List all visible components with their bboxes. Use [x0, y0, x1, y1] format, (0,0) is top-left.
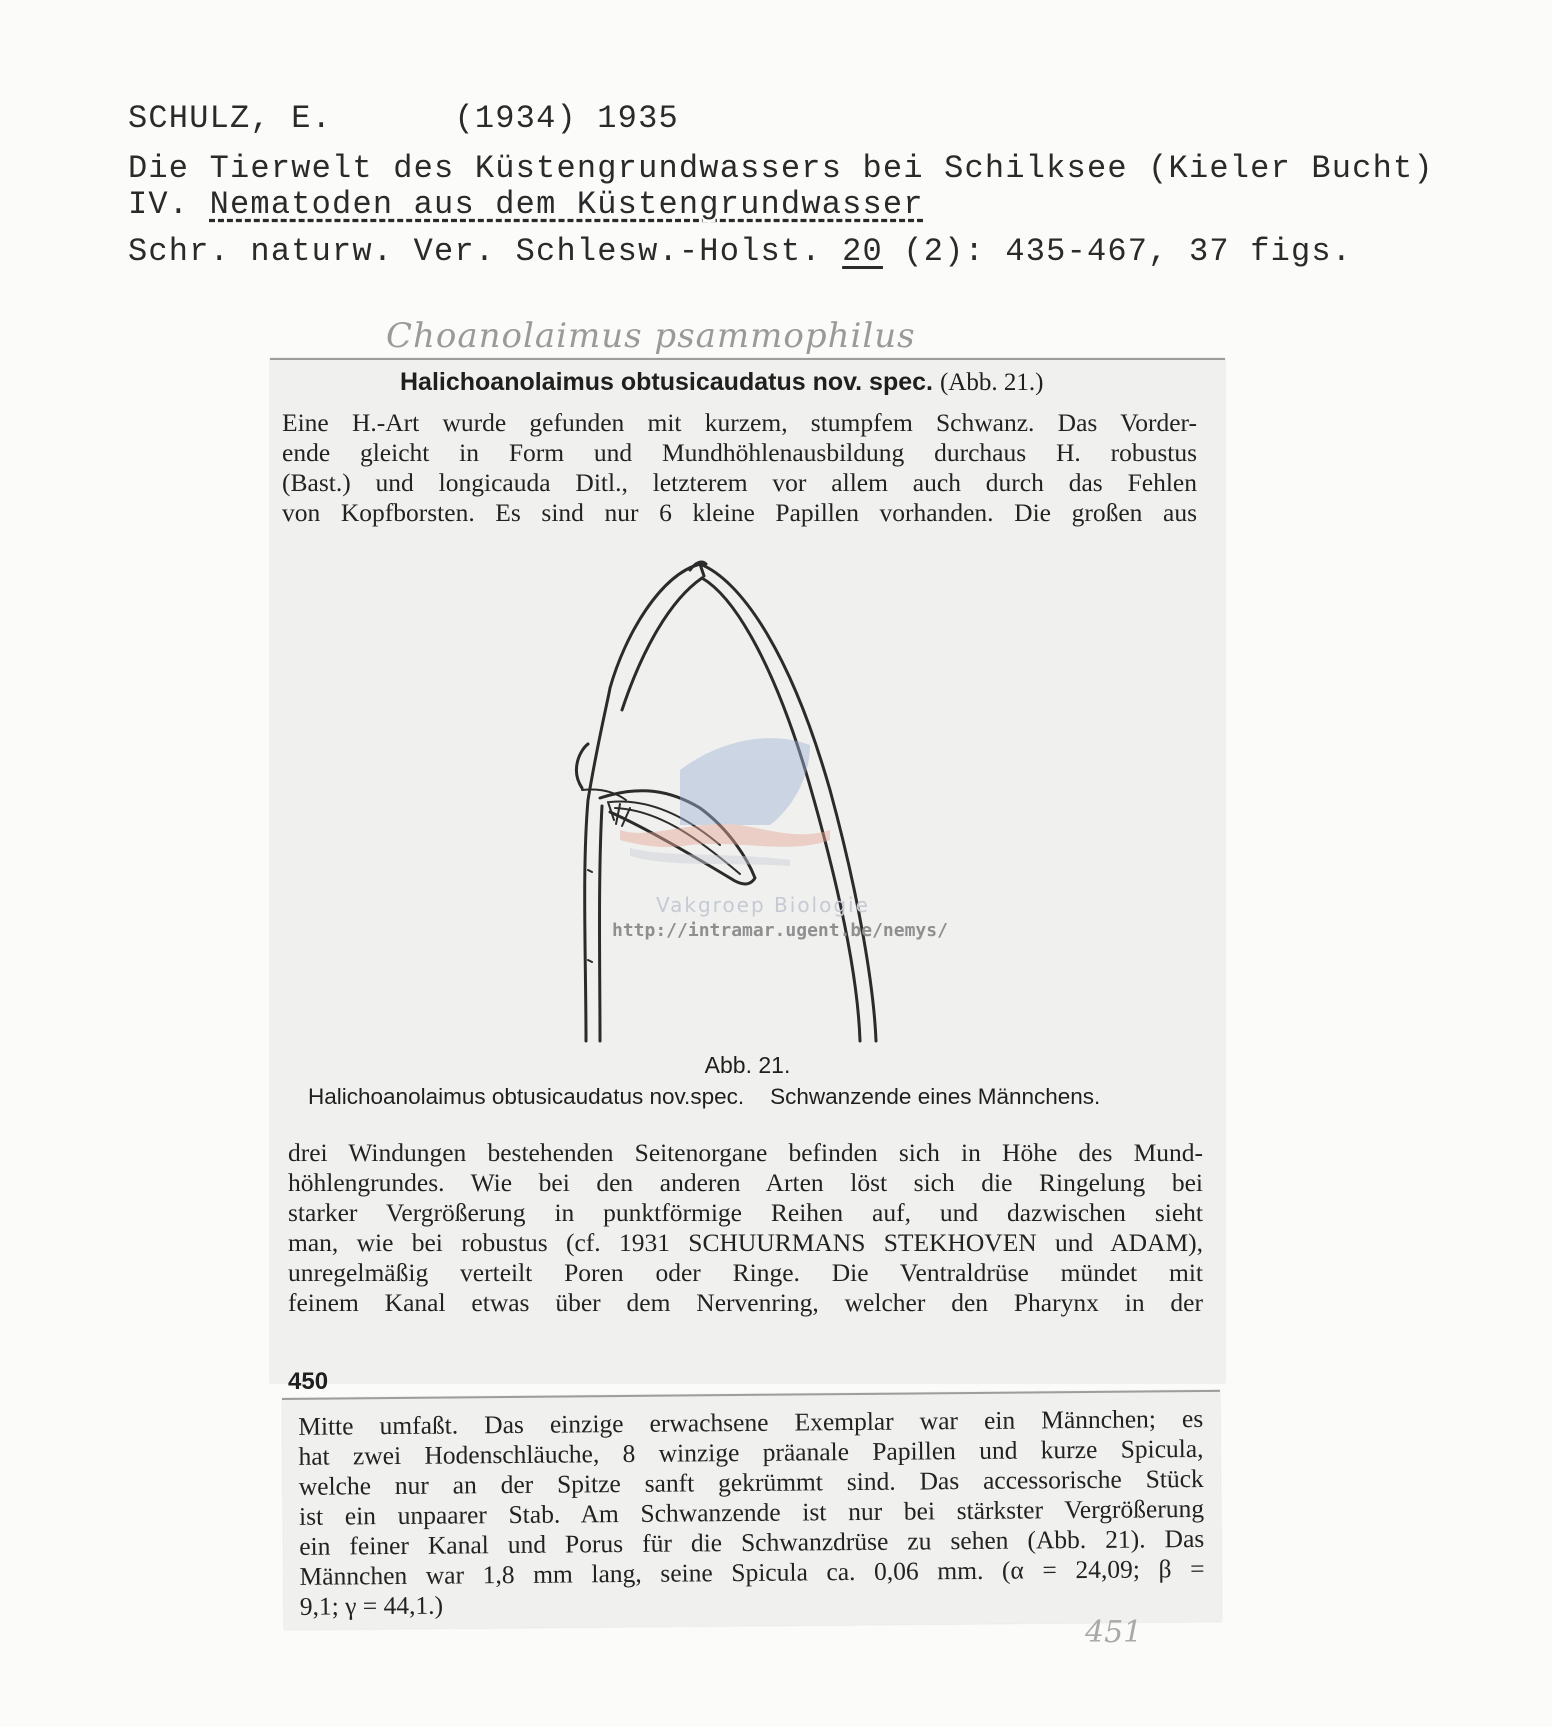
- species-heading-figure-ref: (Abb. 21.): [939, 369, 1044, 396]
- citation-volume: 20: [842, 233, 883, 270]
- paragraph-line: ende gleicht in Form und Mundhöhlenausbildung durchaus H. robustus: [282, 438, 1197, 467]
- figure-caption: [308, 1084, 1100, 1110]
- pencil-page-note: 451: [1085, 1615, 1143, 1650]
- figure-label: Abb. 21.: [704, 1052, 791, 1078]
- clipping-edge-line: [282, 1390, 1220, 1400]
- paragraph-line: starker Vergrößerung in punktförmige Reihen auf, und dazwischen sieht: [288, 1198, 1203, 1227]
- paragraph-line: unregelmäßig verteilt Poren oder Ringe. Die Ventraldrüse mündet mit: [288, 1258, 1203, 1287]
- description-paragraph-2: [288, 1138, 1203, 1318]
- paragraph-line: hat zwei Hodenschläuche, 8 winzige präanale Papillen und kurze Spicula,: [298, 1433, 1204, 1471]
- citation-part-title: Nematoden aus dem Küstengrundwasser: [209, 186, 924, 223]
- paragraph-line: welche nur an der Spitze sanft gekrümmt sind. Das accessorische Stück: [298, 1463, 1204, 1501]
- watermark-url: http://intramar.ugent.be/nemys/: [612, 920, 948, 941]
- figure-caption-species: Halichoanolaimus obtusicaudatus nov.spec.: [308, 1084, 745, 1109]
- paragraph-line: ist ein unpaarer Stab. Am Schwanzende ist nur bei stärkster Vergrößerung: [298, 1493, 1205, 1531]
- paragraph-line: man, wie bei robustus (cf. 1931 SCHUURMANS STEKHOVEN und ADAM),: [288, 1228, 1203, 1257]
- figure-caption-description: Schwanzende eines Männchens.: [770, 1084, 1101, 1109]
- species-heading: [400, 368, 1043, 397]
- description-paragraph-1: [282, 408, 1197, 528]
- nematode-tail-illustration: [270, 540, 1225, 1060]
- citation-author: SCHULZ, E.: [128, 100, 333, 137]
- clipping-edge-line: [270, 358, 1225, 360]
- paragraph-line: 9,1; γ = 44,1.): [299, 1590, 444, 1621]
- paragraph-line: drei Windungen bestehenden Seitenorgane befinden sich in Höhe des Mund-: [288, 1138, 1203, 1167]
- paragraph-line: ein feiner Kanal und Porus für die Schwanzdrüse zu sehen (Abb. 21). Das: [299, 1523, 1205, 1561]
- citation-title-line1: Die Tierwelt des Küstengrundwassers bei Schilksee (Kieler Bucht): [128, 150, 1434, 187]
- description-paragraph-3: [298, 1404, 1205, 1622]
- species-heading-name: Halichoanolaimus obtusicaudatus nov. spec.: [400, 368, 933, 396]
- citation-part-number: IV.: [128, 186, 190, 223]
- citation-journal-name: Schr. naturw. Ver. Schlesw.-Holst.: [128, 233, 822, 270]
- citation-year: (1934) 1935: [454, 100, 679, 137]
- paragraph-line: feinem Kanal etwas über dem Nervenring, welcher den Pharynx in der: [288, 1288, 1203, 1317]
- paragraph-line: Männchen war 1,8 mm lang, seine Spicula ca. 0,06 mm. (α = 24,09; β =: [299, 1553, 1205, 1591]
- citation-pages: (2): 435-467, 37 figs.: [903, 233, 1353, 270]
- handwritten-species-note: Choanolaimus psammophilus: [386, 316, 916, 356]
- article-clipping-page-451: [282, 1390, 1222, 1630]
- paragraph-line: Eine H.-Art wurde gefunden mit kurzem, stumpfem Schwanz. Das Vorder-: [282, 408, 1197, 437]
- paragraph-line: (Bast.) und longicauda Ditl., letzterem vor allem auch durch das Fehlen: [282, 468, 1197, 497]
- page-number: 450: [288, 1368, 329, 1395]
- paragraph-line: Mitte umfaßt. Das einzige erwachsene Exemplar war ein Männchen; es: [298, 1403, 1204, 1441]
- citation-author-year: [128, 100, 679, 137]
- paragraph-line: von Kopfborsten. Es sind nur 6 kleine Papillen vorhanden. Die großen aus: [282, 498, 1197, 527]
- paragraph-line: höhlengrundes. Wie bei den anderen Arten löst sich die Ringelung bei: [288, 1168, 1203, 1197]
- citation-journal: [128, 233, 1352, 270]
- citation-title-line2: [128, 186, 924, 223]
- watermark-organization: Vakgroep Biologie: [656, 893, 870, 917]
